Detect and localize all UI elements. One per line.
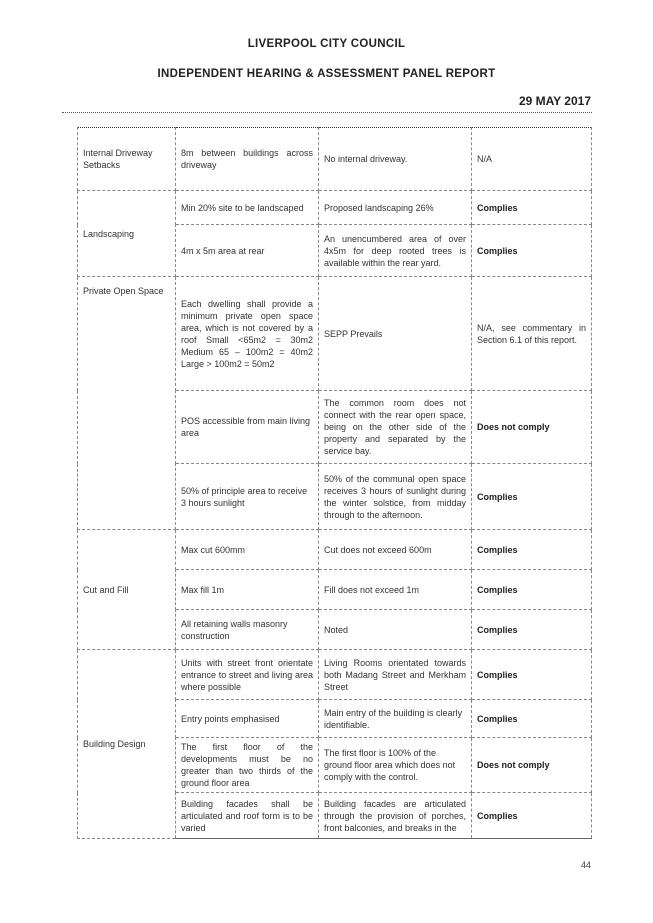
control-cell: 4m x 5m area at rear xyxy=(176,225,319,277)
category-cell: Cut and Fill xyxy=(78,530,176,650)
control-cell: Building facades shall be articulated and roof form is to be varied xyxy=(176,793,319,839)
control-cell: 50% of principle area to receive 3 hours sunlight xyxy=(176,464,319,530)
proposed-cell: Living Rooms orientated towards both Madang Street and Merkham Street xyxy=(319,650,472,700)
control-cell: Entry points emphasised xyxy=(176,700,319,738)
status-cell: Complies xyxy=(472,650,592,700)
status-cell: Complies xyxy=(472,530,592,570)
control-cell: POS accessible from main living area xyxy=(176,391,319,464)
proposed-cell: The first floor is 100% of the ground floor area which does not comply with the control. xyxy=(319,738,472,793)
status-cell: Does not comply xyxy=(472,738,592,793)
control-cell: Each dwelling shall provide a minimum private open space area, which is not covered by a roof Small <65m2 = 30m2 Medium 65 – 100m2 = 40m2 Large > 100m2 = 50m2 xyxy=(176,277,319,391)
page-number: 44 xyxy=(580,860,591,870)
compliance-table xyxy=(77,127,592,839)
status-cell: Complies xyxy=(472,793,592,839)
proposed-cell: The common room does not connect with the rear open space, being on the other side of the property and separated by the service bay. xyxy=(319,391,472,464)
status-cell: Complies xyxy=(472,610,592,650)
status-cell: Complies xyxy=(472,191,592,225)
proposed-cell: 50% of the communal open space receives 3 hours of sunlight during the winter solstice, from midday through to the afternoon. xyxy=(319,464,472,530)
control-cell: Units with street front orientate entrance to street and living area where possible xyxy=(176,650,319,700)
proposed-cell: Main entry of the building is clearly identifiable. xyxy=(319,700,472,738)
proposed-cell: No internal driveway. xyxy=(319,128,472,191)
table-row xyxy=(78,128,592,191)
proposed-cell: Fill does not exceed 1m xyxy=(319,570,472,610)
proposed-cell: Building facades are articulated through the provision of porches, front balconies, and breaks in the xyxy=(319,793,472,839)
control-cell: 8m between buildings across driveway xyxy=(176,128,319,191)
proposed-cell: An unencumbered area of over 4x5m for deep rooted trees is available within the rear yard. xyxy=(319,225,472,277)
table-row xyxy=(78,530,592,570)
report-date: 29 MAY 2017 xyxy=(518,94,591,108)
council-name: LIVERPOOL CITY COUNCIL xyxy=(247,38,406,50)
report-title: INDEPENDENT HEARING & ASSESSMENT PANEL REPORT xyxy=(157,68,496,80)
control-cell: The first floor of the developments must be no greater than two thirds of the ground floor area xyxy=(176,738,319,793)
proposed-cell: Noted xyxy=(319,610,472,650)
category-cell: Building Design xyxy=(78,650,176,839)
table-row xyxy=(78,277,592,391)
status-cell: Does not comply xyxy=(472,391,592,464)
category-cell: Landscaping xyxy=(78,191,176,277)
control-cell: Max cut 600mm xyxy=(176,530,319,570)
table-row xyxy=(78,191,592,225)
status-cell: Complies xyxy=(472,570,592,610)
proposed-cell: Proposed landscaping 26% xyxy=(319,191,472,225)
control-cell: Max fill 1m xyxy=(176,570,319,610)
category-cell: Internal Driveway Setbacks xyxy=(78,128,176,191)
status-cell: N/A xyxy=(472,128,592,191)
table-row xyxy=(78,650,592,700)
status-cell: N/A, see commentary in Section 6.1 of this report. xyxy=(472,277,592,391)
status-cell: Complies xyxy=(472,225,592,277)
proposed-cell: SEPP Prevails xyxy=(319,277,472,391)
control-cell: Min 20% site to be landscaped xyxy=(176,191,319,225)
category-cell: Private Open Space xyxy=(78,277,176,530)
status-cell: Complies xyxy=(472,464,592,530)
proposed-cell: Cut does not exceed 600m xyxy=(319,530,472,570)
control-cell: All retaining walls masonry construction xyxy=(176,610,319,650)
status-cell: Complies xyxy=(472,700,592,738)
header-rule xyxy=(62,112,592,113)
